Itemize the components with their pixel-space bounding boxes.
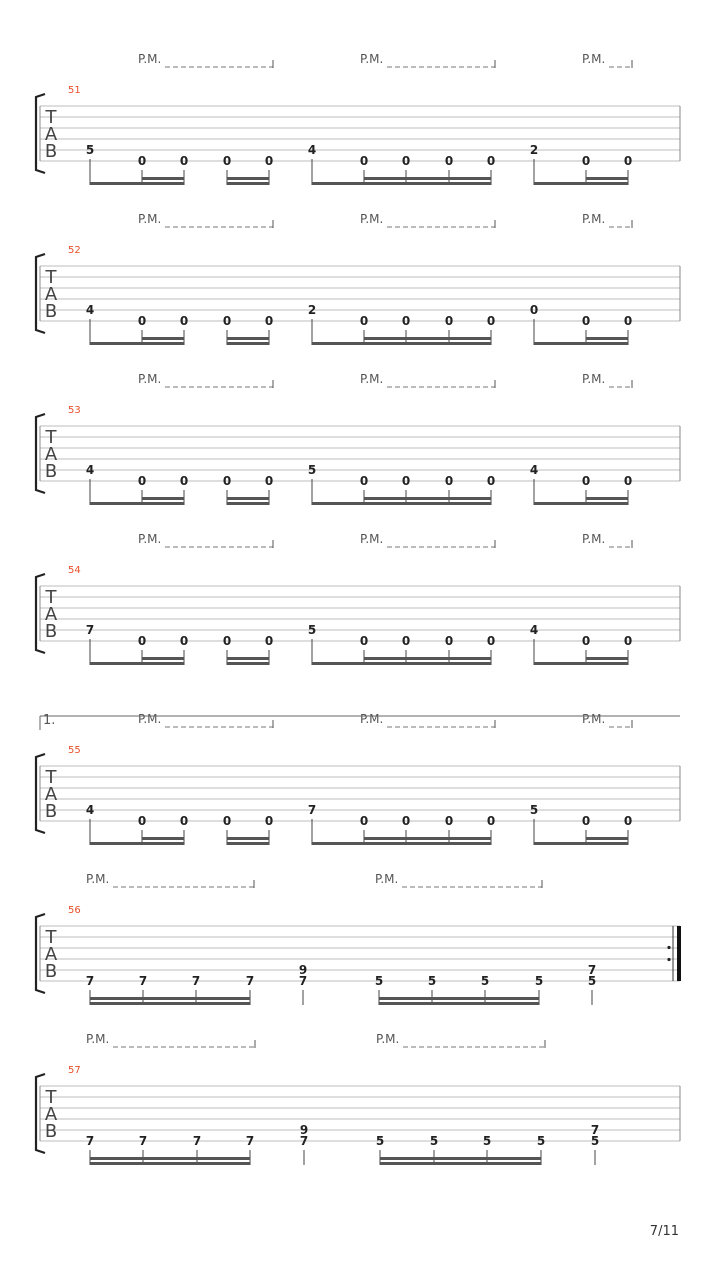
fret-number: 5 [587,974,597,988]
fret-number: 2 [307,303,317,317]
beam-primary [379,1002,539,1005]
tab-letter-a: A [44,944,58,965]
fret-number: 9 [298,963,308,977]
fret-number: 0 [623,634,633,648]
fret-number: 0 [444,154,454,168]
beam-secondary [586,497,628,500]
beam-secondary [364,497,491,500]
fret-number: 7 [85,974,95,988]
fret-number: 0 [137,154,147,168]
fret-number: 7 [245,974,255,988]
fret-number: 4 [529,463,539,477]
tab-letter-t: T [45,267,57,288]
fret-number: 0 [623,814,633,828]
fret-number: 5 [529,803,539,817]
tab-letter-b: B [44,461,58,482]
beam-primary [534,502,628,505]
measure-number: 51 [68,85,81,96]
beam-primary [227,842,269,845]
fret-number: 7 [85,1134,95,1148]
palm-mute-label: P.M. [138,212,162,226]
repeat-dot [667,946,670,949]
fret-number: 4 [307,143,317,157]
beam-primary [90,342,184,345]
fret-number: 0 [137,474,147,488]
fret-number: 0 [444,474,454,488]
fret-number: 7 [298,974,308,988]
tab-letter-a: A [44,604,58,625]
repeat-dot [667,958,670,961]
beam-secondary [586,837,628,840]
fret-number: 0 [444,314,454,328]
beam-secondary [379,997,539,1000]
fret-number: 0 [486,634,496,648]
beam-primary [312,502,491,505]
beam-secondary [364,837,491,840]
palm-mute-label: P.M. [376,1032,400,1046]
fret-number: 5 [427,974,437,988]
fret-number: 0 [264,474,274,488]
fret-number: 0 [359,474,369,488]
palm-mute-label: P.M. [582,532,606,546]
palm-mute-label: P.M. [582,52,606,66]
fret-number: 9 [299,1123,309,1137]
fret-number: 2 [529,143,539,157]
fret-number: 0 [581,474,591,488]
fret-number: 0 [401,154,411,168]
fret-number: 0 [623,154,633,168]
fret-number: 0 [486,154,496,168]
fret-number: 7 [191,974,201,988]
beam-primary [534,342,628,345]
fret-number: 0 [529,303,539,317]
fret-number: 7 [245,1134,255,1148]
tab-letter-t: T [45,1087,57,1108]
beam-secondary [142,657,184,660]
palm-mute-label: P.M. [360,212,384,226]
beam-secondary [142,177,184,180]
tab-letter-t: T [45,927,57,948]
beam-secondary [586,657,628,660]
tab-system-56 [36,872,681,1005]
measure-number: 53 [68,405,81,416]
beam-primary [380,1162,541,1165]
tab-system-55 [36,712,680,845]
fret-number: 7 [587,963,597,977]
fret-number: 0 [222,474,232,488]
fret-number: 4 [529,623,539,637]
fret-number: 0 [359,154,369,168]
beam-primary [227,182,269,185]
beam-primary [312,842,491,845]
tab-letter-b: B [44,1121,58,1142]
beam-primary [534,842,628,845]
tab-letter-b: B [44,961,58,982]
fret-number: 0 [486,814,496,828]
beam-secondary [227,657,269,660]
fret-number: 5 [536,1134,546,1148]
beam-primary [312,342,491,345]
palm-mute-label: P.M. [360,712,384,726]
fret-number: 7 [138,1134,148,1148]
fret-number: 0 [359,634,369,648]
tab-letter-a: A [44,444,58,465]
beam-secondary [90,997,250,1000]
beam-primary [90,182,184,185]
palm-mute-label: P.M. [138,52,162,66]
tab-system-51 [36,52,680,185]
palm-mute-label: P.M. [138,532,162,546]
beam-primary [227,342,269,345]
beam-secondary [90,1157,250,1160]
tab-system-57 [36,1032,680,1165]
palm-mute-label: P.M. [582,372,606,386]
beam-secondary [586,337,628,340]
fret-number: 0 [264,634,274,648]
palm-mute-label: P.M. [582,212,606,226]
fret-number: 0 [359,314,369,328]
tab-letter-t: T [45,107,57,128]
measure-number: 55 [68,745,81,756]
fret-number: 0 [623,474,633,488]
beam-secondary [380,1157,541,1160]
tab-letter-b: B [44,141,58,162]
fret-number: 0 [179,314,189,328]
fret-number: 0 [222,814,232,828]
beam-primary [312,182,491,185]
tab-letter-t: T [45,427,57,448]
tab-letter-t: T [45,767,57,788]
beam-secondary [227,337,269,340]
fret-number: 0 [401,474,411,488]
fret-number: 0 [137,814,147,828]
fret-number: 0 [581,634,591,648]
fret-number: 7 [192,1134,202,1148]
beam-primary [534,662,628,665]
fret-number: 5 [307,463,317,477]
beam-primary [90,662,184,665]
fret-number: 7 [590,1123,600,1137]
measure-number: 57 [68,1065,81,1076]
fret-number: 5 [375,1134,385,1148]
fret-number: 0 [222,634,232,648]
fret-number: 0 [486,314,496,328]
beam-secondary [364,337,491,340]
fret-number: 0 [222,154,232,168]
fret-number: 5 [480,974,490,988]
palm-mute-label: P.M. [360,52,384,66]
tab-letter-t: T [45,587,57,608]
beam-primary [312,662,491,665]
fret-number: 0 [264,814,274,828]
fret-number: 0 [137,314,147,328]
tab-letter-a: A [44,284,58,305]
beam-secondary [142,837,184,840]
fret-number: 7 [299,1134,309,1148]
fret-number: 0 [264,154,274,168]
tab-letter-b: B [44,801,58,822]
palm-mute-label: P.M. [138,712,162,726]
beam-secondary [586,177,628,180]
fret-number: 0 [137,634,147,648]
fret-number: 5 [590,1134,600,1148]
beam-secondary [142,497,184,500]
tab-system-54 [36,532,680,665]
fret-number: 5 [374,974,384,988]
fret-number: 5 [307,623,317,637]
fret-number: 7 [307,803,317,817]
fret-number: 0 [444,814,454,828]
palm-mute-label: P.M. [582,712,606,726]
palm-mute-label: P.M. [86,1032,110,1046]
fret-number: 0 [359,814,369,828]
fret-number: 0 [179,634,189,648]
measure-number: 54 [68,565,81,576]
page-number: 7/11 [649,1224,679,1239]
fret-number: 4 [85,803,95,817]
repeat-thick-barline [677,926,681,981]
beam-primary [90,502,184,505]
fret-number: 0 [581,814,591,828]
measure-number: 56 [68,905,81,916]
volta-label: 1. [43,713,56,728]
fret-number: 5 [534,974,544,988]
fret-number: 5 [429,1134,439,1148]
fret-number: 0 [179,154,189,168]
beam-primary [90,1002,250,1005]
beam-primary [534,182,628,185]
beam-primary [90,1162,250,1165]
beam-primary [227,502,269,505]
tab-letter-b: B [44,301,58,322]
fret-number: 5 [85,143,95,157]
fret-number: 4 [85,463,95,477]
palm-mute-label: P.M. [360,372,384,386]
fret-number: 0 [401,814,411,828]
beam-secondary [227,497,269,500]
palm-mute-label: P.M. [375,872,399,886]
beam-secondary [227,177,269,180]
fret-number: 0 [401,634,411,648]
tab-letter-b: B [44,621,58,642]
fret-number: 0 [444,634,454,648]
beam-secondary [364,177,491,180]
tab-letter-a: A [44,124,58,145]
beam-secondary [142,337,184,340]
fret-number: 0 [264,314,274,328]
measure-number: 52 [68,245,81,256]
beam-primary [90,842,184,845]
fret-number: 5 [482,1134,492,1148]
fret-number: 0 [486,474,496,488]
fret-number: 0 [222,314,232,328]
tab-system-52 [36,212,680,345]
beam-secondary [364,657,491,660]
tab-letter-a: A [44,784,58,805]
fret-number: 4 [85,303,95,317]
fret-number: 0 [581,314,591,328]
palm-mute-label: P.M. [86,872,110,886]
fret-number: 0 [179,474,189,488]
beam-secondary [227,837,269,840]
tab-letter-a: A [44,1104,58,1125]
palm-mute-label: P.M. [360,532,384,546]
fret-number: 0 [581,154,591,168]
beam-primary [227,662,269,665]
fret-number: 0 [179,814,189,828]
tab-system-53 [36,372,680,505]
palm-mute-label: P.M. [138,372,162,386]
fret-number: 7 [138,974,148,988]
fret-number: 0 [401,314,411,328]
fret-number: 7 [85,623,95,637]
fret-number: 0 [623,314,633,328]
